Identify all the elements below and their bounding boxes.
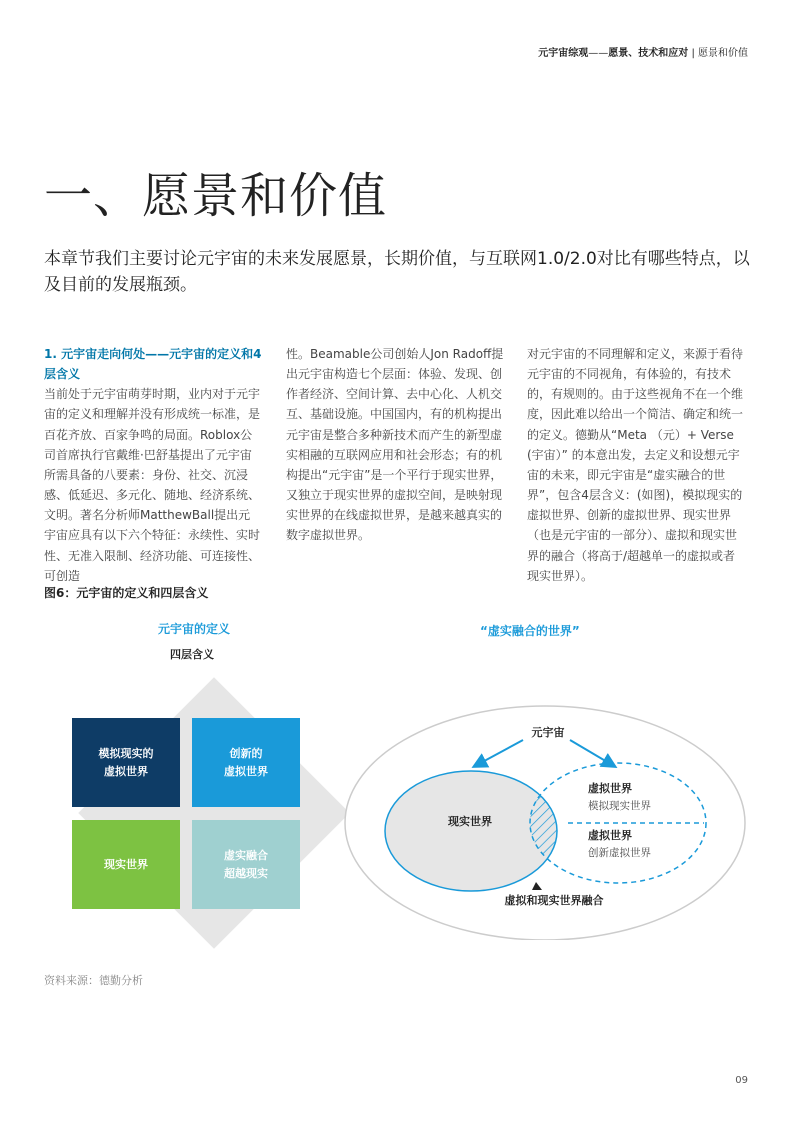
quadrant-label: 现实世界 <box>104 857 148 871</box>
figure-title: 图6：元宇宙的定义和四层含义 <box>44 586 209 600</box>
intro-paragraph: 本章节我们主要讨论元宇宙的未来发展愿景，长期价值，与互联网1.0/2.0对比有哪些特点，以及目前的发展瓶颈。 <box>44 249 750 296</box>
fusion-label: 虚拟和现实世界融合 <box>504 894 604 907</box>
virtual-world-title-2: 虚拟世界 <box>588 829 632 842</box>
virtual-world-sub-2: 创新虚拟世界 <box>588 847 651 859</box>
header-dash: —— <box>588 48 609 59</box>
running-header <box>538 44 748 59</box>
virtual-world-title-1: 虚拟世界 <box>588 782 632 795</box>
header-section: 愿景和价值 <box>698 48 748 59</box>
fusion-world-label: “虚实融合的世界” <box>480 624 580 638</box>
quadrant-real-world <box>72 820 180 909</box>
quadrant-simulated-virtual <box>72 718 180 807</box>
metaverse-label: 元宇宙 <box>531 726 565 739</box>
chapter-title: 一、愿景和价值 <box>44 168 388 224</box>
quadrant-label: 模拟现实的 虚拟世界 <box>98 747 154 778</box>
virtual-world-sub-1: 模拟现实世界 <box>588 800 651 812</box>
definition-label: 元宇宙的定义 <box>158 622 231 636</box>
page-number: 09 <box>735 1075 748 1086</box>
four-meanings-label: 四层含义 <box>170 648 214 661</box>
header-separator: | <box>688 48 698 59</box>
header-report: 元宇宙综观 <box>538 48 589 59</box>
quadrant-fusion <box>192 820 300 909</box>
quadrant-label: 虚实融合 超越现实 <box>224 849 268 880</box>
text-column-3: 对元宇宙的不同理解和定义，来源于看待元宇宙的不同视角，有体验的，有技术的，有规则的。由于这些视角不在一个维度，因此难以给出一个简洁、确定和统一的定义。德勤从“Meta （元）+ Verse (宇宙）” 的本意出发，去定义和设想元宇宙的未来，即元宇宙是“虚实融合的世界”，包含4层含义：(如图)，模拟现实的虚拟世界、创新的虚拟世界、现实世界（也是元宇宙的一部分）、虚拟和现实世界的融合（将高于/超越单一的虚拟或者现实世界）。 <box>527 347 744 583</box>
text-column-1 <box>44 344 262 586</box>
column-1-body: 当前处于元宇宙萌芽时期，业内对于元宇宙的定义和理解并没有形成统一标准，是百花齐放、百家争鸣的局面。Roblox公司首席执行官戴维·巴舒基提出了元宇宙所需具备的八要素：身份、社交、沉浸感、低延迟、多元化、随地、经济系统、文明。著名分析师MatthewBall提出元宇宙应具有以下六个特征：永续性、实时性、无准入限制、经济功能、可连接性、可创造 <box>44 387 261 583</box>
quadrant-label: 创新的 虚拟世界 <box>224 747 268 778</box>
text-column-2: 性。Beamable公司创始人Jon Radoff提出元宇宙构造七个层面：体验、发现、创作者经济、空间计算、去中心化、人机交互、基础设施。中国国内，有的机构提出元宇宙是整合多种新技术而产生的新型虚实相融的互联网应用和社会形态；有的机构提出“元宇宙”是一个平行于现实世界，又独立于现实世界的虚拟空间，是映射现实世界的在线虚拟世界，是越来越真实的数字虚拟世界。 <box>286 347 504 543</box>
venn-diagram <box>340 680 760 940</box>
header-subtitle: 愿景、技术和应对 <box>608 48 689 59</box>
source-note: 资料来源：德勤分析 <box>44 974 143 987</box>
real-world-label: 现实世界 <box>448 815 492 828</box>
section-heading: 1. 元宇宙走向何处——元宇宙的定义和4层含义 <box>44 347 262 382</box>
quadrant-creative-virtual <box>192 718 300 807</box>
